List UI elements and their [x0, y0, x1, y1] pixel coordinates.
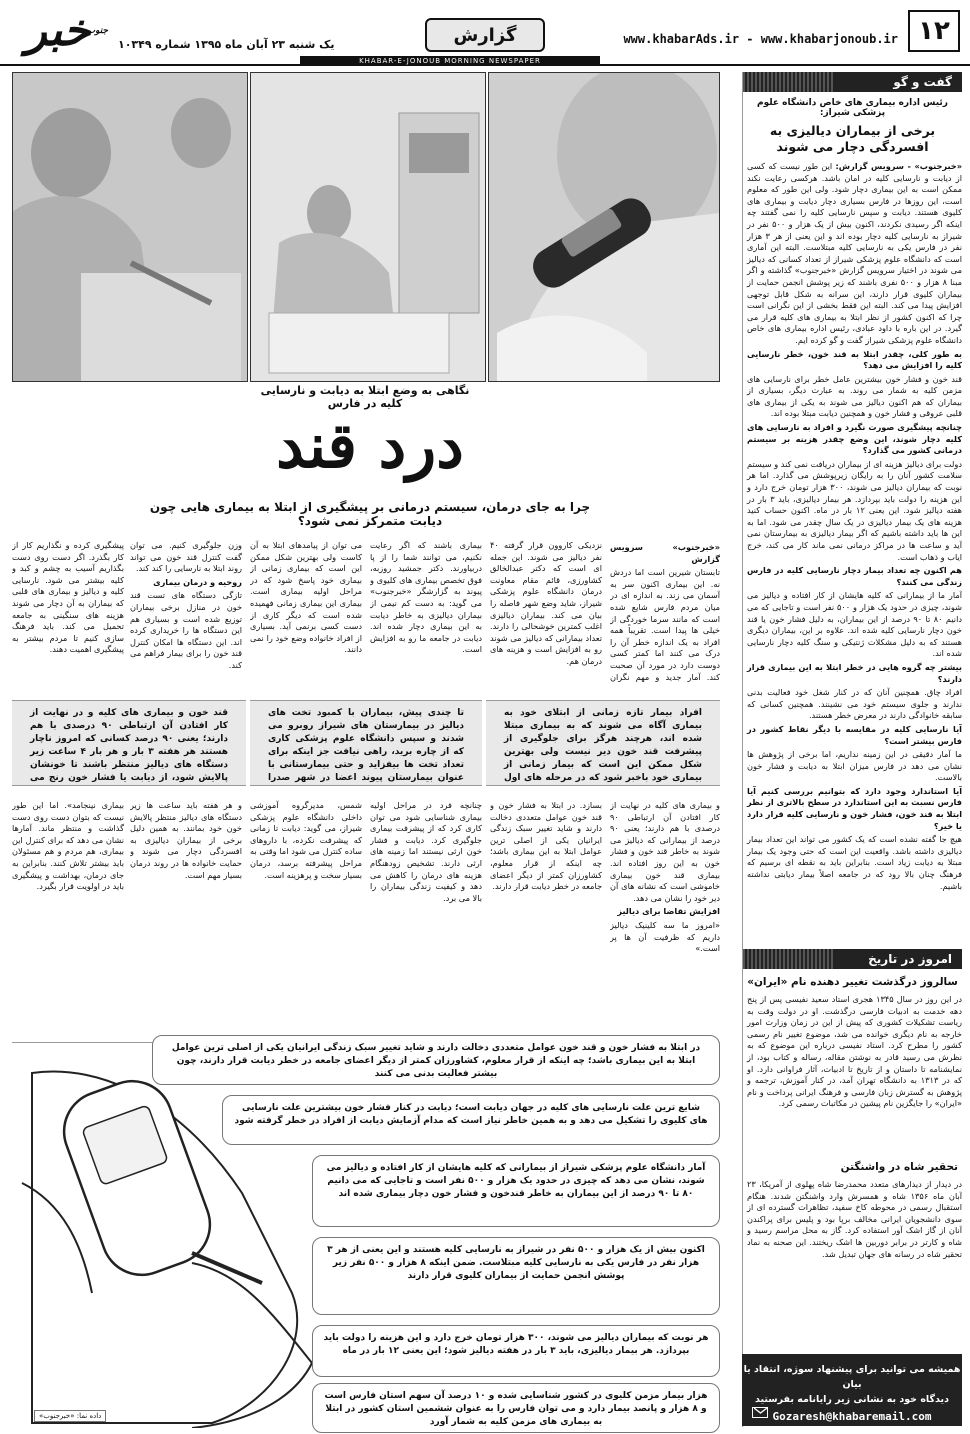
article-column-5	[130, 540, 242, 682]
column-6-text: پیشگیری کرده و نگذاریم کار از کار بگذرد. اگر دست روی دست بگذاریم آسیب به چشم و کبد و کلیه بیشتر می شود. نارسایی کلیه و دیالیز و بیماری های قلبی که بیماران به آن دچار می شوند هزینه های سنگینی به جامعه تحمیل می کند. باید فرهنگ سازی کنیم تا مردم بیشتر به پیشگیری اهمیت دهند.	[12, 540, 124, 655]
infographic	[12, 1042, 720, 1427]
column-4-text: می توان از پیامدهای ابتلا به آن کاست ولی بهترین شکل ممکن این است که بیماری زمانی از بیماری خود پاسخ شود که در مراحل اولیه بیماری است. بیماری این بیماری زمانی فهمیده شده است که دیگر کاری از دست کسی برنمی آید. بسیاری از افراد خانواده وضع خود را نمی دانند.	[250, 540, 362, 655]
article-lead: چرا به جای درمان، سیستم درمانی بر پیشگیری از ابتلا به بیماری هایی چون دیابت متمرکز نمی شود؟	[149, 500, 591, 528]
article-byline: «خبرجنوب» سرویس گزارش	[610, 542, 720, 564]
photo-glucose-meter	[488, 72, 720, 382]
column-11-text: و هر هفته باید ساعت ها زیر دستگاه های دیالیز منتظر پالایش خون خود بمانند. به همین دلیل برخی از بیماران دیالیزی به افسردگی دچار می شوند و حمایت خانواده ها در روند درمان بسیار مهم است.	[130, 800, 242, 880]
interview-answer-4: افراد چاق. همچنین آنان که در کنار شغل خود فعالیت بدنی ندارند و جلوی سیستم خود می نشینند. همچنین کسانی که سابقه خانوادگی دارند در معرض خطر هستند.	[747, 687, 962, 721]
contact-line-2: دیدگاه خود به نشانی زیر رایانامه بفرستید	[755, 1394, 949, 1405]
column-12-text: بیماری نینجامد». اما این طور نیست که بتوان دست روی دست گذاشت و منتظر ماند. آمارها نشان می دهد که برای کنترل این بیماری، هم مردم و هم مسئولان باید بیشتر تلاش کنند. بنابراین به جای درمان، بهداشت و پیشگیری باید در اولویت قرار بگیرد.	[12, 800, 124, 892]
interview-answer-1: قند خون و فشار خون بیشترین عامل خطر برای نارسایی های مزمن کلیه به شمار می روند. به عبارت دیگر، بسیاری از بیماران که هم اکنون دیالیز می شوند به یکی از بیماری های قلبی عروقی و فشار خون و همچنین دیابت مبتلا بوده اند.	[747, 373, 962, 419]
article-title: درد قند	[276, 409, 464, 482]
interview-title: برخی از بیماران دیالیزی به افسردگی دچار می شوند	[769, 123, 936, 154]
info-box-causes: شایع ترین علت نارسایی های کلیه در جهان دیابت است؛ دیابت در کنار فشار خون بیشترین علت نارسایی های کلیوی را تشکیل می دهد و به همین خاطر نیاز است که مدام آزمایش دیابت از افراد در خطر گرفته شود	[222, 1095, 720, 1145]
masthead	[0, 0, 970, 66]
article-column-4	[250, 540, 362, 682]
history-title-1: سالروز درگذشت تغییر دهنده نام «ایران»	[747, 976, 958, 988]
column-1-text: تابستان شیرین است اما دردش نه. این بیماری اکنون سر به آسمان می زند. به اندازه ای در میان مردم فارس شایع شده است که مانند سرما خوردگی از خیلی ها پیدا است. تقریباً همه افراد به یک اندازه خطر آن را درک می کنند اما کمتر کسی دوست دارد در مورد آن صحبت کند. آمار جدید و مهم نگران	[610, 567, 720, 682]
website-urls[interactable]: www.khabarAds.ir - www.khabarjonoub.ir	[623, 32, 898, 46]
column-5-text: وزن جلوگیری کنیم. می توان گفت کنترل قند خون می تواند روند ابتلا به نارسایی را کند کند.	[130, 540, 242, 574]
contact-line-1: همیشه می توانید برای پیشنهاد سوژه، انتقاد یا بیان	[743, 1364, 961, 1390]
article-column-2	[490, 540, 602, 682]
pull-quote-2: ” تا چندی پیش، بیماران با کمبود تخت های دیالیز در بیمارستان های شیراز روبرو می شدند و سپس دانشگاه علوم پزشکی کاری که از چاره برید، راهی نیافت جز اینکه برای تعداد تخت ها بیفزاید و حتی بیمارستانی با عنوان بیمارستان پیوند اعضا در شهر صدرا	[250, 700, 482, 786]
info-box-cost: هر نوبت که بیماران دیالیز می شوند، ۳۰۰ هزار تومان خرج دارد و این هزینه را دولت باید بپردازد. هر بیمار دیالیزی، باید ۳ بار در هفته دیالیز شود؛ این یعنی ۱۲ بار در ماه	[312, 1325, 720, 1377]
interview-intro-label: «خبرجنوب» - سرویس گزارش:	[835, 161, 962, 171]
article-column-1	[610, 540, 720, 682]
info-box-lifestyle: در ابتلا به فشار خون و قند خون عوامل متعددی دخالت دارند و شاید تغییر سبک زندگی ایرانیان یکی از اصلی ترین عوامل ابتلا به این بیماری باشد؛ چه اینکه از قرار معلوم، کشاورزان کمتر از دیگر اعضای جامعه در خطر دیابت قرار دارند، چون بیشتر فعالیت بدنی می کنند	[152, 1035, 720, 1085]
contact-box	[742, 1354, 962, 1426]
interview-heading: گفت و گو	[743, 72, 962, 92]
article-column-8	[490, 800, 602, 1035]
photo-dialysis-patient	[250, 72, 486, 382]
info-box-statistics: آمار دانشگاه علوم پزشکی شیراز از بیمارانی که کلیه هایشان از کار افتاده و دیالیز می شوند، نشان می دهد که چیزی در حدود یک هزار و ۵۰۰ نفر است و تاجایی که می دانیم ۸۰ تا ۹۰ درصد از این بیماران به خاطر قندخون و فشار خون دچار بیماری شده اند	[312, 1155, 720, 1227]
interview-kicker: رئیس اداره بیماری های خاص دانشگاه علوم پزشکی شیراز:	[756, 98, 948, 118]
column-5b-text: تازگی دستگاه های تست قند خون در منازل برخی بیماران توزیع شده است و بسیاری هم این دستگاه ها را خریداری کرده اند. این دستگاه ها امکان کنترل قند خون را برای بیمار فراهم می کند.	[130, 590, 242, 670]
column-9-text: چنانچه فرد در مراحل اولیه بیماری شناسایی شود می توان کاری کرد که از پیشرفت بیماری جلوگیری کرد. دیابت و فشار خون ارثی نیستند اما زمینه های ارثی دارند. تشخیص زودهنگام هزینه های درمان را کاهش می دهد و کیفیت زندگی بیماران را بالا می برد.	[370, 800, 482, 903]
article-column-7	[610, 800, 720, 1035]
header-banner: KHABAR-E-JONOUB MORNING NEWSPAPER	[300, 56, 600, 66]
column-10-text: شمس، مدیرگروه آموزشی داخلی دانشگاه علوم پزشکی شیراز، می گوید: دیابت تا زمانی که پیشرفت نکرده، با داروهای ساده کنترل می شود اما وقتی به مراحل پیشرفته برسد، درمان بسیار سخت و پرهزینه است.	[250, 800, 362, 880]
article-column-10	[250, 800, 362, 1035]
envelope-icon	[752, 1407, 768, 1418]
history-title-2: تحقیر شاه در واشنگتن	[840, 1161, 958, 1173]
column-7-subhead: افزایش تقاضا برای دیالیز	[617, 906, 720, 917]
infographic-credit: داده نما: «خبرجنوب»	[34, 1410, 106, 1422]
contact-email-link[interactable]: Gozaresh@khabaremail.com	[772, 1410, 932, 1423]
article-supertitle: نگاهی به وضع ابتلا به دیابت و نارسایی کلیه در فارس	[260, 384, 470, 410]
sidebar-column	[742, 72, 962, 1427]
history-body-2: در دیدار از دیدارهای متعدد محمدرضا شاه پهلوی از آمریکا، ۲۳ آبان ماه ۱۳۵۶ شاه و همسرش وارد واشنگتن شدند. هنگام استقبال رسمی در محوطه کاخ سفید، تظاهرات گسترده ای از سوی دانشجویان ایرانی مخالف برپا بود و پلیس برای پراکندن آنان از گاز اشک آور استفاده کرد. گاز به محل مراسم رسید و شاه و کارتر در برابر دوربین ها اشک ریختند. این صحنه به نماد تحقیر شاه در رسانه های جهان تبدیل شد.	[747, 1179, 962, 1259]
pull-quote-1: ” افراد بیمار تازه زمانی از ابتلای خود به بیماری آگاه می شوند که به بیماری مبتلا شده اند، هرچند هرگز برای جلوگیری از پیشرفت قند خون دیر نیست ولی بهترین شکل ممکن این است که بیمار زمانی از بیماری خود باخبر شود که در مرحله های اول	[486, 700, 720, 786]
history-heading: امروز در تاریخ	[743, 949, 962, 969]
column-2-text: نزدیکی کاروون قرار گرفته ۴۰ نفر دیالیز می شوند. این جمله ای است که دکتر عبدالخالق کشاورزی، قائم مقام معاونت درمان دانشگاه علوم پزشکی شیراز، شاید وضع شهر فاصله را بیان می کند. بیماران دیالیزی اغلب کمترین خوشحالی را دارند. تعداد بیمارانی که دیالیز می شوند رو به افزایش است و هزینه های درمان هم.	[490, 540, 602, 666]
info-box-shiraz-patients: اکنون بیش از یک هزار و ۵۰۰ نفر در شیراز به نارسایی کلیه هستند و این یعنی از هر ۳ هزار نفر در فارس یکی به نارسایی کلیه مبتلاست. ضمن اینکه ۸ هزار و ۵۰۰ نفر زیر پوشش انجمن حمایت از بیماران کلیوی قرار دارند	[312, 1237, 720, 1315]
interview-question-1: به طور کلی، چقدر ابتلا به قند خون، خطر نارسایی کلیه را افزایش می دهد؟	[747, 348, 962, 371]
article-column-11	[130, 800, 242, 1035]
history-body-1: در این روز در سال ۱۳۴۵ هجری استاد سعید نفیسی پس از پنج دهه خدمت به ادبیات فارسی درگذشت. او در دولت وقت به ریاست تشکیلات کشوری که پیش از این در زمان وزارت امور خارجه به نام دیگری خوانده می شد، موضوع تغییر نام رسمی کشور را مطرح کرد. استاد نفیسی درباره این موضوع که به نظرش می رسید قادر به نوشتن مقاله، رساله و کتاب بود، از نمایشنامه تا داستان و از تاریخ تا ادبیات، آثار فراوانی دارد. او که در ۱۳۱۳ به دانشگاه تهران آمد، در کنار آموزش، ترجمه و پژوهش به گسترش زبان فارسی و فرهنگ ایرانی پرداخت و نام «ایران» را جایگزین نام پیشین در مکاتبات رسمی کرد.	[747, 994, 962, 1109]
interview-answer-6: هیچ جا گفته نشده است که یک کشور می تواند این تعداد بیمار دیالیزی داشته باشد. واقعیت این است که حتی وجود یک بیمار مبتلا به دیابت زیاد است. بنابراین باید به نقطه ای برسیم که فرهنگ چنان بالا رود که در جامعه اصلاً بیمار دیابتی نداشته باشیم.	[747, 834, 962, 891]
column-8-text: بسازد. در ابتلا به فشار خون و قند خون عوامل متعددی دخالت دارند و شاید تغییر سبک زندگی ایرانیان یکی از اصلی ترین عوامل ابتلا به این بیماری باشد؛ چه اینکه از قرار معلوم، کشاورزان کمتر از دیگر اعضای جامعه در خطر دیابت قرار دارند.	[490, 800, 602, 892]
interview-question-2: چنانچه پیشگیری صورت نگیرد و افراد به نارسایی های کلیه دچار شوند، این وضع چقدر هزینه بر سیستم درمانی کشور می گذارد؟	[747, 422, 962, 456]
column-7-text: و بیماری های کلیه در نهایت از کار افتادن آن ارتباطی ۹۰ درصدی با هم دارند؛ یعنی ۹۰ درصد از بیمارانی که دیالیز می شوند به خاطر قند خون و فشار خون به این روز افتاده اند. بیماری قند خون بیماری خاموشی است که نشانه های آن دیر خود را نشان می دهد.	[610, 800, 720, 903]
interview-question-5: آیا نارسایی کلیه در مقایسه با دیگر نقاط کشور در فارس بیشتر است؟	[747, 723, 962, 746]
section-label: گزارش	[425, 18, 545, 52]
interview-answer-5: ما آمار دقیقی در این زمینه نداریم، اما برخی از پژوهش ها نشان می دهد در فارس میزان ابتلا به دیابت و فشار خون بالاست.	[747, 749, 962, 783]
column-5-subhead: روحیه و درمان بیماری	[153, 576, 242, 587]
article-column-12	[12, 800, 124, 1035]
article-column-6	[12, 540, 124, 682]
glucose-meter-illustration	[488, 73, 719, 382]
interview-answer-2: دولت برای دیالیز هزینه ای از بیماران دریافت نمی کند و سیستم سلامت کشور آنان را به رایگان زیرپوشش می گذارد. اما هر نوبت که بیماران دیالیز می شوند، ۳۰۰ هزار تومان خرج دارد و این هزینه را دولت باید بپردازد. هر بیمار دیالیزی، باید ۳ بار در هفته دیالیز شود. این یعنی ۱۲ بار در ماه. اکنون حساب کنید هزینه های یک بیمار دیالیزی در یک سال چقدر می شود. اما به این ها باید داشته باشیم که اگر بیمار دیالیزی به بیمارستان نمی آید و ساعت ها در مراکز درمانی نمی ماند کار می کند، خرج ایاب و ذهاب است.	[747, 458, 962, 562]
interview-question-6: آیا استاندارد وجود دارد که بتوانیم بررسی کنیم آیا فارس نسبت به این استاندارد در سطح بالاتری از نظر ابتلا به قند خون، فشار خون و نارسایی کلیه قرار دارد یا خیر؟	[747, 785, 962, 831]
logo-subtext: جنوب	[86, 26, 108, 36]
column-3-text: بیماری باشند که اگر رعایت نکنیم، می توانند شما را از پا دربیاورند. دکتر جمشید روزبه، فوق تخصص بیماری های کلیوی و پیوند به گزارشگر «خبرجنوب» می گوید: به دست کم نیمی از بیماران دیالیزی به خاطر دیابت به این بیماری دچار شده اند. دیابت در جامعه ما رو به افزایش است.	[370, 540, 482, 655]
photo-surgery-team	[12, 72, 248, 382]
newspaper-logo	[8, 6, 108, 58]
issue-date: یک شنبه ۲۳ آبان ماه ۱۳۹۵ شماره ۱۰۳۴۹	[118, 38, 335, 51]
interview-question-3: هم اکنون چه تعداد بیمار دچار نارسایی کلیه در فارس زندگی می کنند؟	[747, 565, 962, 587]
column-7b-text: «امروز ما سه کلینیک دیالیز داریم که ظرفیت آن ها پر است.»	[610, 919, 720, 954]
dialysis-patient-illustration	[250, 73, 485, 382]
pull-quote-3: ” قند خون و بیماری های کلیه و در نهایت از کار افتادن آن ارتباطی ۹۰ درصدی با هم دارند؛ یعنی ۹۰ درصد کسانی که امروز ناچار هستند هر هفته ۳ بار و هر بار ۴ ساعت زیر دستگاه های دیالیز منتظر باشند تا خونشان پالایش شود، از دیابت یا فشار خون رنج می	[12, 700, 246, 786]
logo-text: خبر	[25, 5, 91, 56]
interview-answer-3: آمار ما از بیمارانی که کلیه هایشان از کار افتاده و دیالیز می شوند، چیزی در حدود یک هزار و ۵۰۰ نفر است و تاجایی که می دانیم ۸۰ تا ۹۰ درصد از این بیماران، به دلیل فشار خون یا قند خون دچار نارسایی کلیه شده اند. علاوه بر این، بیماران دیگری هستند که به دلیل مشکلات ژنتیکی و سنگ کلیه دچار نارسایی شده اند.	[747, 590, 962, 659]
interview-body	[743, 161, 962, 941]
article-column-3	[370, 540, 482, 682]
interview-intro: این طور نیست که کسی از دیابت و نارسایی کلیه در امان باشد. هرکسی رعایت نکند ممکن است به این بیماری دچار شود. ولی این طور که معلوم است، این روزها در فارس بسیاری دچار دیابت و بیماری های کلیوی هستند. دیابت و سپس نارسایی کلیه را نمی گفتند چه اینکه اگر رسیدی نکردند، اکنون بیش از یک هزار و ۵۰۰ نفر در شیراز به نارسایی کلیه دچار بوده اند و این یعنی از هر ۳ هزار نفر در فارس یکی به نارسایی کلیه مبتلاست. البته این آماری است که دانشگاه علوم پزشکی شیراز از تعداد کسانی که دیالیز می شوند در اختیار سرویس گزارش «خبرجنوب» گذاشته و اگر مبنا ۸ هزار و ۵۰۰ نفری باشند که زیر پوشش انجمن حمایت از بیماران کلیوی قرار دارند، این سرانه به شکل قابل توجهی افزایش پیدا می کند. البته این فقط بخشی از این نگرانی است چرا که اکنون کشور از نظر ابتلا به بیماری های کلیه قرار می گیرد. در این باره با داود عبادی، رئیس اداره بیماری های خاص دانشگاه علوم پزشکی شیراز گفت و گو کرده ایم.	[747, 161, 962, 345]
article-column-9	[370, 800, 482, 1035]
surgery-illustration	[12, 73, 247, 382]
interview-question-4: بیشتر چه گروه هایی در خطر ابتلا به این بیماری قرار دارند؟	[747, 661, 962, 684]
info-box-chronic-patients: هزار بیمار مزمن کلیوی در کشور شناسایی شده و ۱۰ درصد آن سهم استان فارس است و ۸ هزار و پانصد بیمار دارد و می توان فارس را به عنوان ششمین استان کشور در ابتلا به بیماری های مزمن کلیه به شمار آورد	[312, 1383, 720, 1433]
page-number: ۱۲	[908, 10, 960, 52]
